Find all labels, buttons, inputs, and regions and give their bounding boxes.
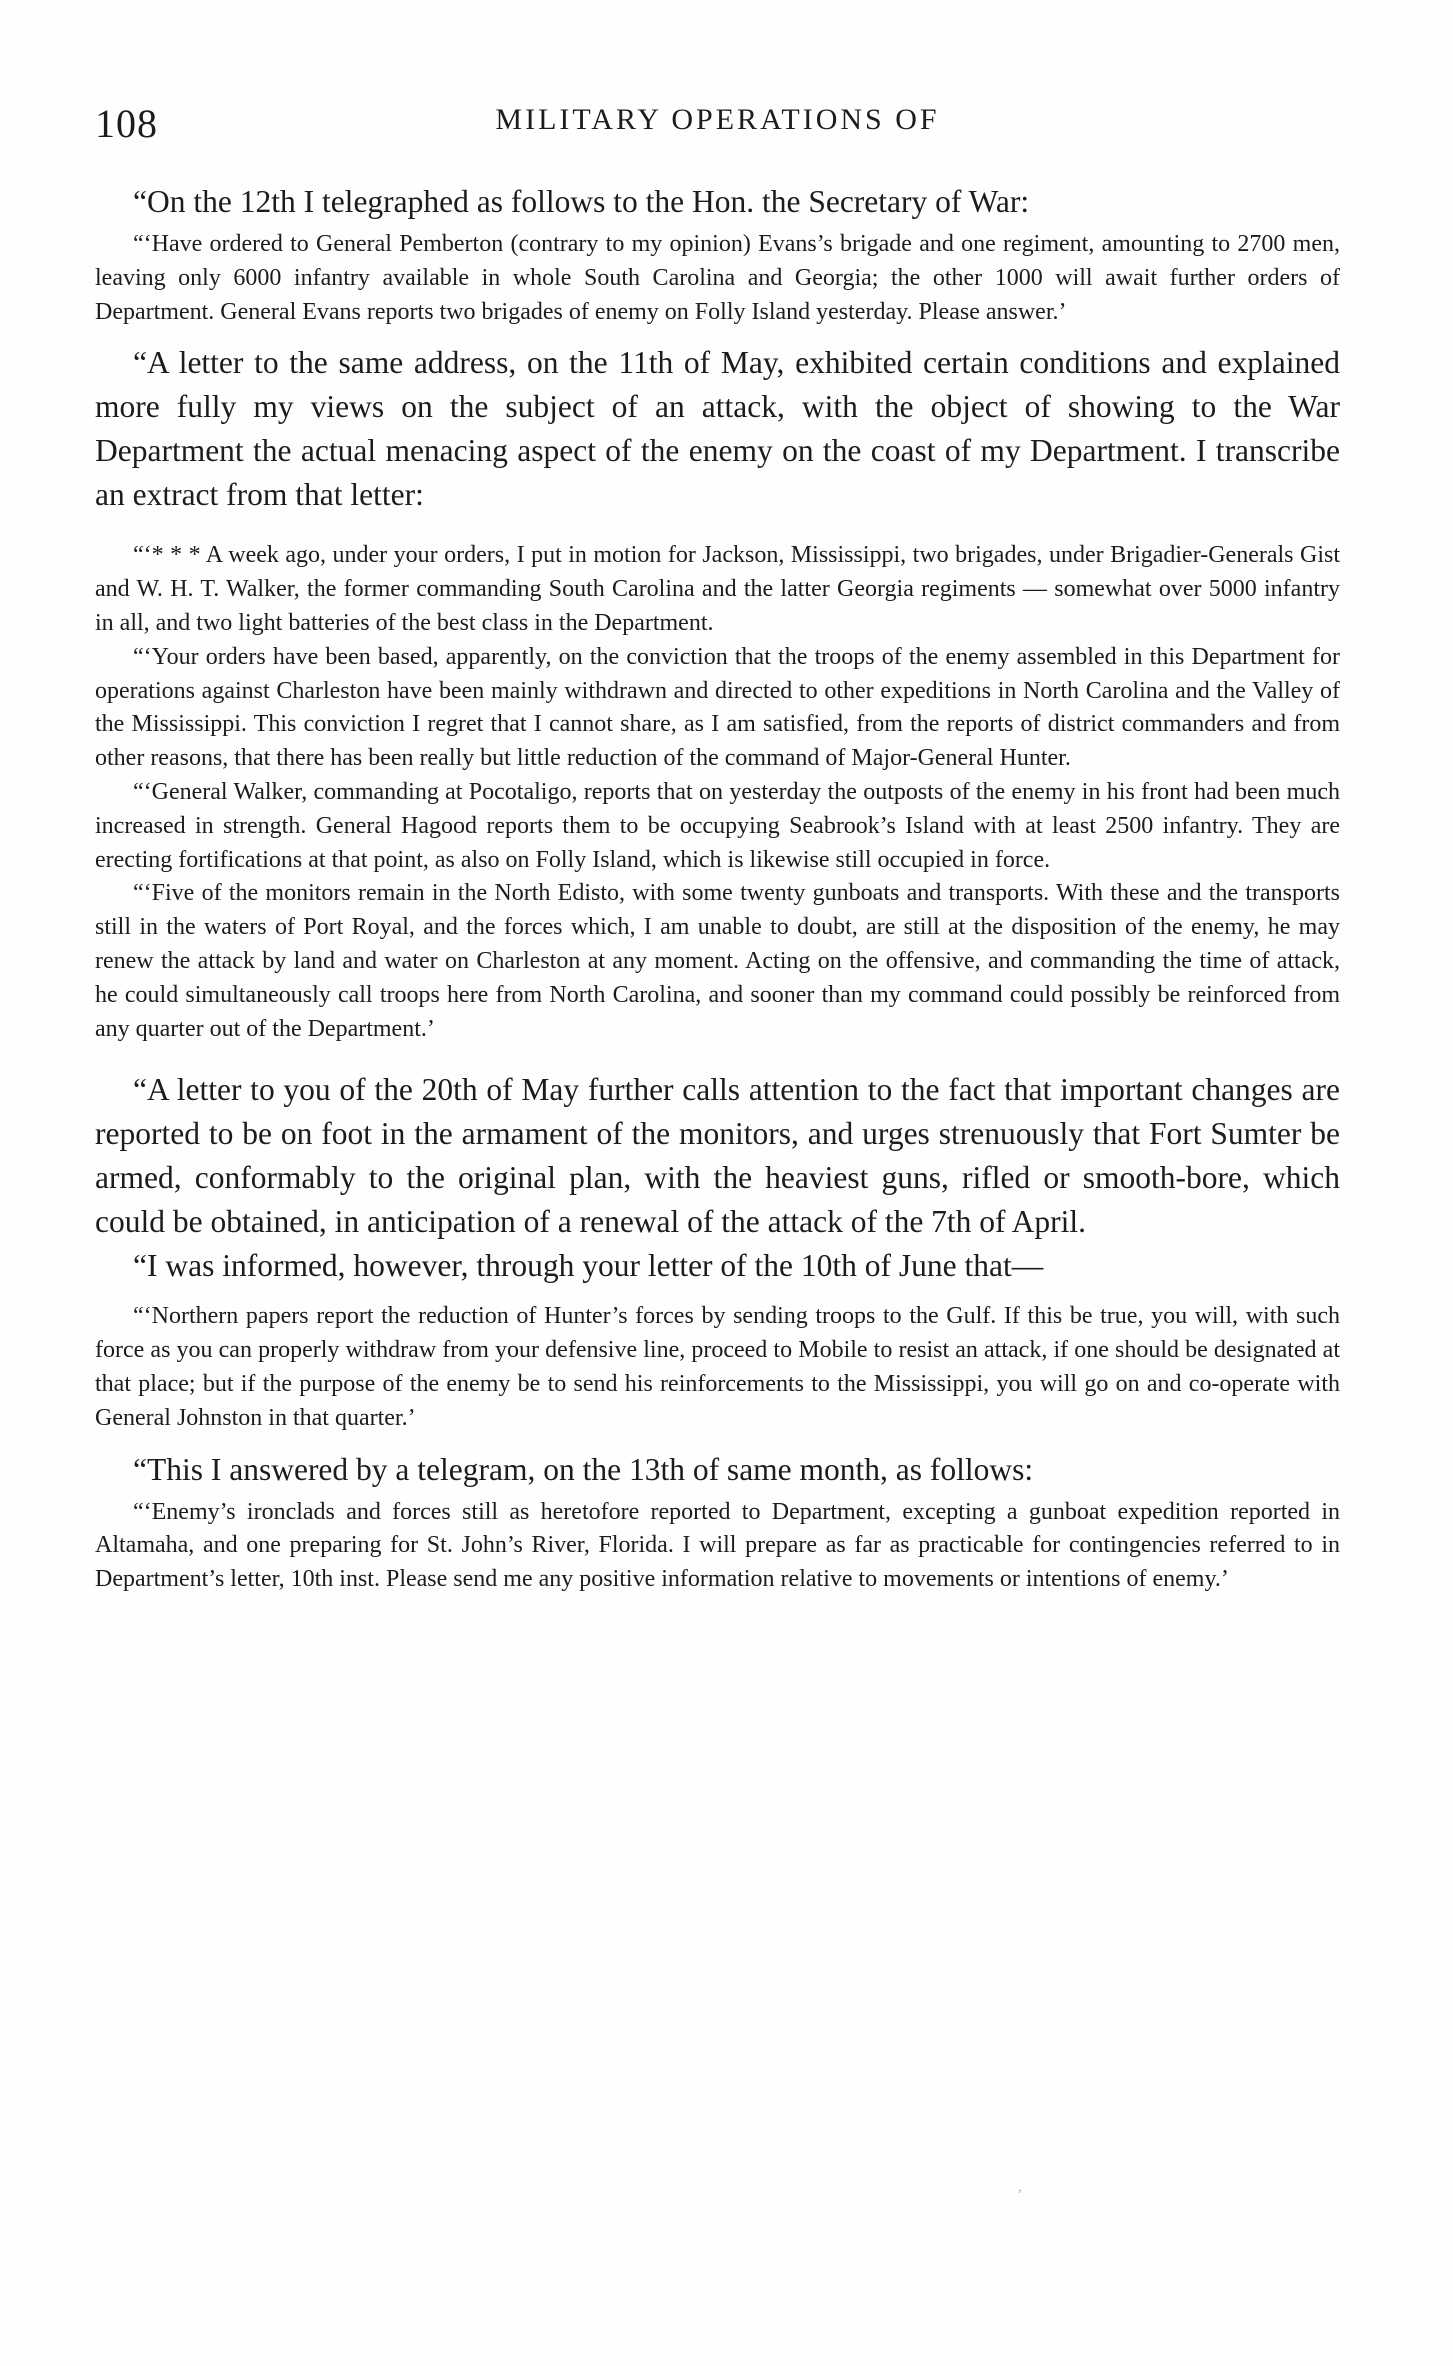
quote-northern-papers: “‘Northern papers report the reduction of Hunter’s forces by sending troops to the Gulf. If this be true, you will, with such force as you can properly withdraw from your defensive line, proceed to Mobile to resist an attack, if one should be designated at that place; but if the purpose of the enemy be to send his reinforcements to the Mississippi, you will go on and co-operate with General Johnston in that quarter.’ <box>95 1303 1340 1431</box>
paragraph-answer-telegram: “This I answered by a telegram, on the 13th of same month, as follows: <box>133 1451 1034 1487</box>
page-header <box>95 100 1340 150</box>
running-title: MILITARY OPERATIONS OF <box>495 103 940 136</box>
paragraph-june-10-letter: “I was informed, however, through your letter of the 10th of June that— <box>133 1248 1044 1284</box>
quote-enemy-ironclads: “‘Enemy’s ironclads and forces still as heretofore reported to Department, excepting a gunboat expedition reported in Altamaha, and one preparing for St. John’s River, Florida. I will prepare as far as practicable for contingencies referred to in Department’s letter, 10th inst. Please send me any positive information relative to movements or intentions of enemy.’ <box>95 1498 1340 1593</box>
quote-week-ago: “‘* * * A week ago, under your orders, I put in motion for Jackson, Mississippi, two brigades, under Brigadier-Generals Gist and W. H. T. Walker, the former commanding South Carolina and the latter Georgia regiments — somewhat over 5000 infantry in all, and two light batteries of the best class in the Department. <box>95 542 1340 636</box>
quote-five-monitors: “‘Five of the monitors remain in the North Edisto, with some twenty gunboats and transports. With these and the transports still in the waters of Port Royal, and the forces which, I am unable to doubt, are still at the disposition of the enemy, he may renew the attack by land and water on Charleston at any moment. Acting on the offensive, and commanding the time of attack, he could simultaneously call troops here from North Carolina, and sooner than my command could possibly be reinforced from any quarter out of the Department.’ <box>95 880 1340 1042</box>
stray-mark: , <box>1018 2180 1022 2195</box>
page-body <box>95 180 1340 2260</box>
quote-general-walker: “‘General Walker, commanding at Pocotaligo, reports that on yesterday the outposts of the enemy in his front had been much increased in strength. General Hagood reports them to be occupying Seabrook’s Island with at least 2500 infantry. They are erecting fortifications at that point, as also on Folly Island, which is likewise still occupied in force. <box>95 778 1340 873</box>
page-number: 108 <box>95 101 158 146</box>
quote-telegram-evans: “‘Have ordered to General Pemberton (contrary to my opinion) Evans’s brigade and one regiment, amounting to 2700 men, leaving only 6000 infantry available in whole South Carolina and Georgia; the other 1000 will await further orders of Department. General Evans reports two brigades of enemy on Folly Island yesterday. Please answer.’ <box>95 231 1340 325</box>
paragraph-may-11-letter: “A letter to the same address, on the 11th of May, exhibited certain conditions and explained more fully my views on the subject of an attack, with the object of showing to the War Department the actual menacing aspect of the enemy on the coast of my Department. I transcribe an extract from that letter: <box>95 345 1340 513</box>
paragraph-telegraph-intro: “On the 12th I telegraphed as follows to the Hon. the Secretary of War: <box>133 184 1030 219</box>
quote-your-orders: “‘Your orders have been based, apparently, on the conviction that the troops of the enemy assembled in this Department for operations against Charleston have been mainly withdrawn and directed to other expeditions in North Carolina and the Valley of the Mississippi. This conviction I regret that I cannot share, as I am satisfied, from the reports of district commanders and from other reasons, that there has been really but little reduction of the command of Major-General Hunter. <box>95 643 1340 772</box>
paragraph-may-20-letter: “A letter to you of the 20th of May further calls attention to the fact that important changes are reported to be on foot in the armament of the monitors, and urges strenuously that Fort Sumter be armed, conformably to the original plan, with the heaviest guns, rifled or smooth-bore, which could be obtained, in anticipation of a renewal of the attack of the 7th of April. <box>95 1072 1340 1240</box>
